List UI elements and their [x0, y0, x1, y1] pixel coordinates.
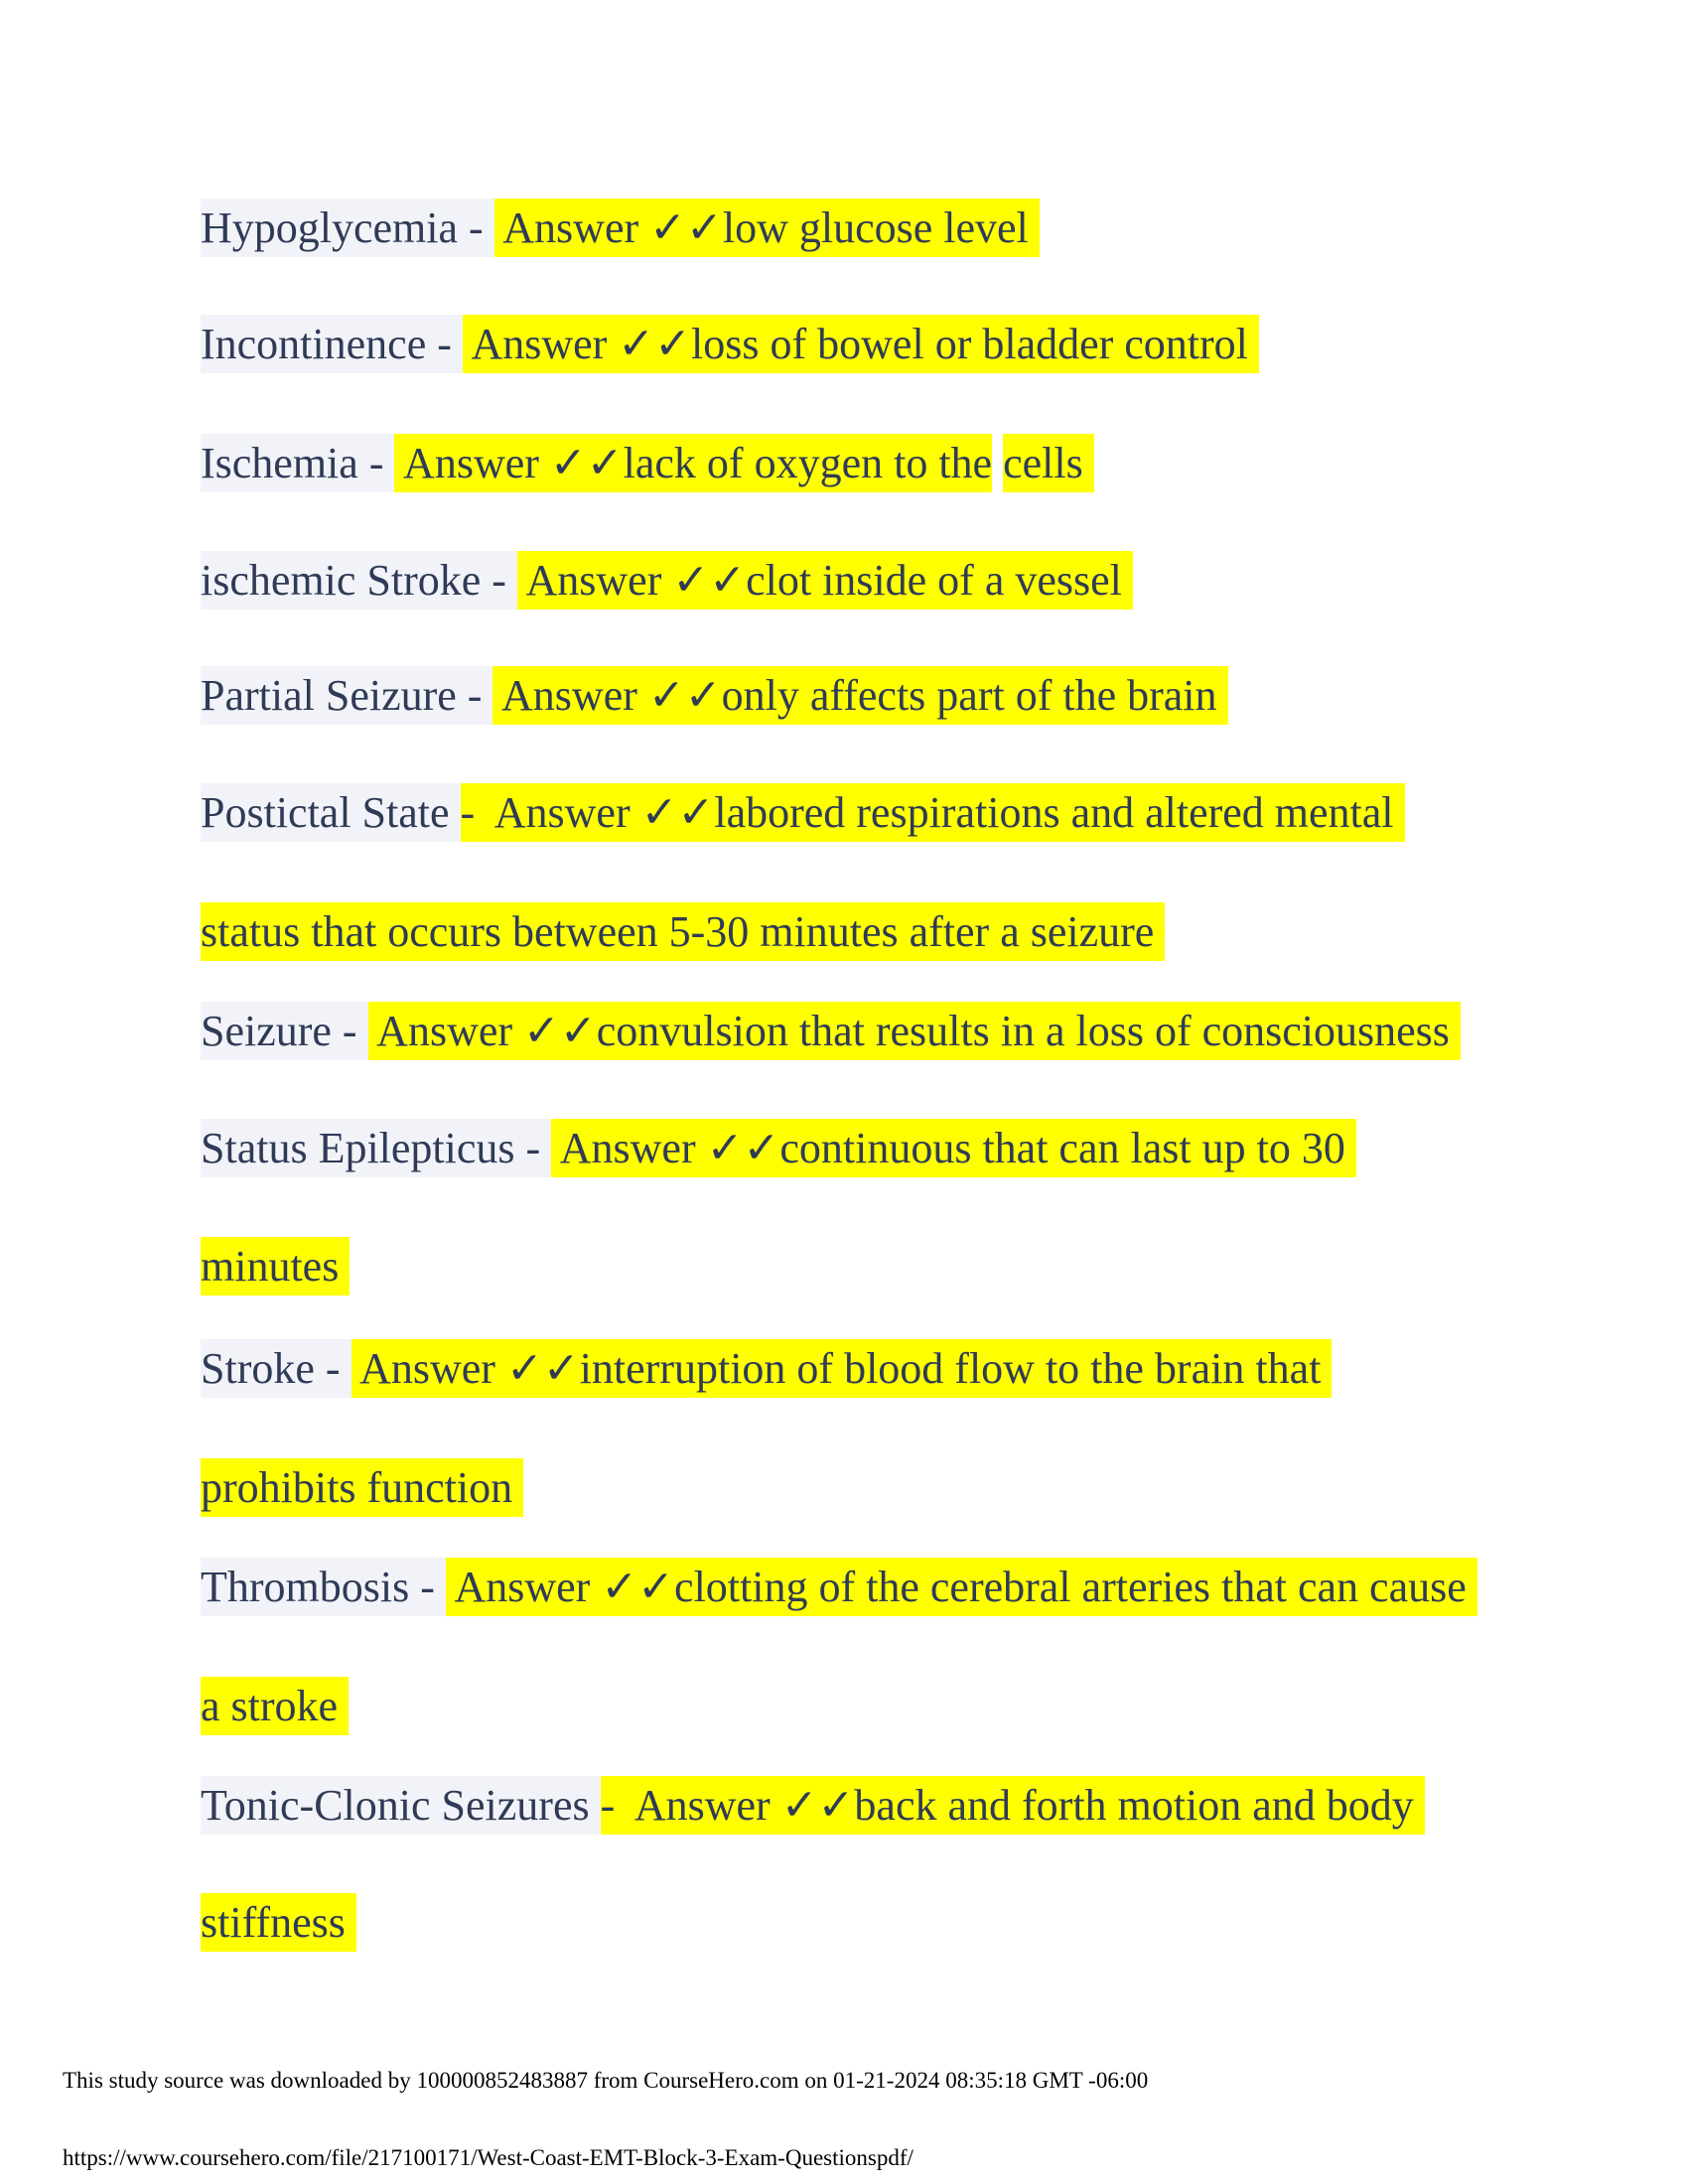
answer-highlight-text: Answer ✓✓convulsion that results in a loss of consciousness	[368, 1002, 1461, 1060]
answer-highlight-text: - Answer ✓✓labored respirations and altered mental	[461, 783, 1405, 842]
answer-highlight-text: a stroke	[201, 1677, 349, 1735]
qa-line	[201, 316, 1259, 373]
qa-line	[201, 667, 1228, 725]
term-text: Thrombosis -	[201, 1558, 446, 1616]
term-text: Postictal State	[201, 783, 461, 842]
answer-highlight-text: Answer ✓✓loss of bowel or bladder control	[463, 315, 1259, 373]
answer-highlight-text: Answer ✓✓continuous that can last up to 30	[551, 1119, 1356, 1177]
term-text: Partial Seizure -	[201, 666, 492, 725]
term-text: Ischemia -	[201, 434, 394, 492]
term-text: Hypoglycemia -	[201, 199, 494, 257]
qa-line	[201, 1777, 1425, 1835]
qa-line	[201, 200, 1040, 257]
term-text: Seizure -	[201, 1002, 368, 1060]
answer-highlight-text: Answer ✓✓interruption of blood flow to the brain that	[352, 1339, 1333, 1398]
gap-text	[992, 434, 1003, 492]
answer-highlight-text: prohibits function	[201, 1458, 523, 1517]
answer-highlight-text: - Answer ✓✓back and forth motion and body	[601, 1776, 1425, 1835]
download-attribution: This study source was downloaded by 100000852483887 from CourseHero.com on 01-21-2024 08:35:18 GMT -06:00	[63, 2068, 1149, 2093]
answer-highlight-text: stiffness	[201, 1893, 356, 1952]
source-url: https://www.coursehero.com/file/217100171/West-Coast-EMT-Block-3-Exam-Questionspdf/	[63, 2145, 914, 2170]
answer-highlight-text: cells	[1003, 434, 1094, 492]
qa-line	[201, 784, 1405, 842]
term-text: Incontinence -	[201, 315, 463, 373]
answer-highlight-text: Answer ✓✓lack of oxygen to the	[394, 434, 992, 492]
qa-line	[201, 1238, 350, 1296]
qa-line	[201, 1003, 1461, 1060]
answer-highlight-text: Answer ✓✓only affects part of the brain	[492, 666, 1227, 725]
answer-highlight-text: minutes	[201, 1237, 350, 1296]
qa-line	[201, 1340, 1332, 1398]
answer-highlight-text: Answer ✓✓clotting of the cerebral arteries that can cause	[446, 1558, 1477, 1616]
term-text: Status Epilepticus -	[201, 1119, 551, 1177]
answer-highlight-text: Answer ✓✓clot inside of a vessel	[517, 551, 1133, 610]
answer-highlight-text: Answer ✓✓low glucose level	[494, 199, 1040, 257]
term-text: ischemic Stroke -	[201, 551, 517, 610]
term-text: Stroke -	[201, 1339, 352, 1398]
qa-line	[201, 1559, 1477, 1616]
qa-line	[201, 1894, 356, 1952]
qa-line	[201, 1120, 1356, 1177]
term-text: Tonic-Clonic Seizures	[201, 1776, 601, 1835]
qa-line	[201, 435, 1094, 492]
qa-line	[201, 903, 1165, 961]
qa-line	[201, 552, 1133, 610]
qa-line	[201, 1678, 349, 1735]
answer-highlight-text: status that occurs between 5-30 minutes after a seizure	[201, 902, 1165, 961]
qa-line	[201, 1459, 523, 1517]
